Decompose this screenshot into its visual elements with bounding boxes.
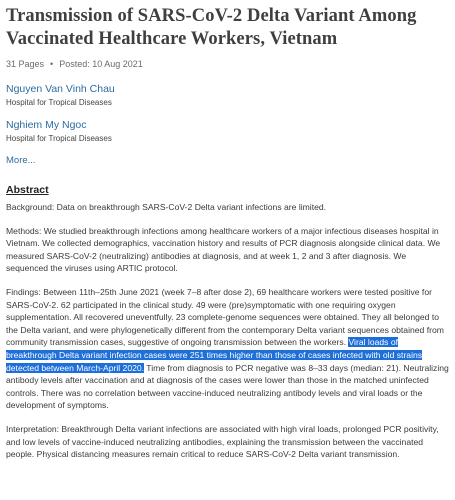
paper-title: Transmission of SARS-CoV-2 Delta Variant Among Vaccinated Healthcare Workers, Vietnam [6,6,417,49]
author-2 [6,119,449,143]
author-name-link[interactable]: Nghiem My Ngoc [6,119,87,131]
page-count: 31 Pages [6,59,45,69]
abstract-methods: Methods: We studied breakthrough infections among healthcare workers of a major infectious diseases hospital in Vietnam. We collected demographics, vaccination history and results of PCR diagnosis alongside clinical data. We measured SARS-CoV-2 (neutralizing) antibodies at diagnosis, and at week 1, 2 and 3 after diagnosis. We sequenced the viruses using ARTIC protocol. [6,225,441,274]
findings-text-after: Time from diagnosis to PCR negative was 8–33 days (median: 21). Neutralizing antibody levels after vaccination and at diagnosis of the cases were lower than those in the matched uninfected controls. There was no correlation between vaccine-induced neutralizing antibody levels and viral loads or the development of symptoms. [6,362,449,411]
author-1 [6,83,449,107]
paper-meta [6,59,449,69]
more-authors-link[interactable]: More... [6,155,36,166]
abstract-heading: Abstract [6,184,49,196]
abstract-interpretation: Interpretation: Breakthrough Delta variant infections are associated with high viral loads, prolonged PCR positivity, and low levels of vaccine-induced neutralizing antibodies, explaining the transmission between the vaccinated people. Physical distancing measures remain critical to reduce SARS-CoV-2 Delta variant transmission. [6,423,439,460]
abstract-findings [6,286,449,412]
abstract-background: Background: Data on breakthrough SARS-CoV-2 Delta variant infections are limited. [6,202,327,212]
findings-text-before: Findings: Between 11th–25th June 2021 (week 7–8 after dose 2), 69 healthcare workers were tested positive for SARS-CoV-2. 62 participated in the clinical study. 49 were (pre)symptomatic with one requiring oxygen supplementation. All recovered uneventfully. 23 complete-genome sequences were obtained. They all belonged to the Delta variant, and were phylogenetically different from the contemporary Delta variant sequences obtained from community transmission cases, suggestive of ongoing transmission between the workers. [6,286,444,348]
author-name-link[interactable]: Nguyen Van Vinh Chau [6,83,115,95]
author-affiliation: Hospital for Tropical Diseases [6,134,112,143]
author-affiliation: Hospital for Tropical Diseases [6,98,112,107]
posted-date: Posted: 10 Aug 2021 [59,59,143,69]
selected-text-highlight[interactable]: Viral loads of breakthrough Delta variant infection cases were 251 times higher than those of cases infected with old strains detected between March-April 2020. [6,337,423,373]
meta-separator: • [50,59,54,69]
